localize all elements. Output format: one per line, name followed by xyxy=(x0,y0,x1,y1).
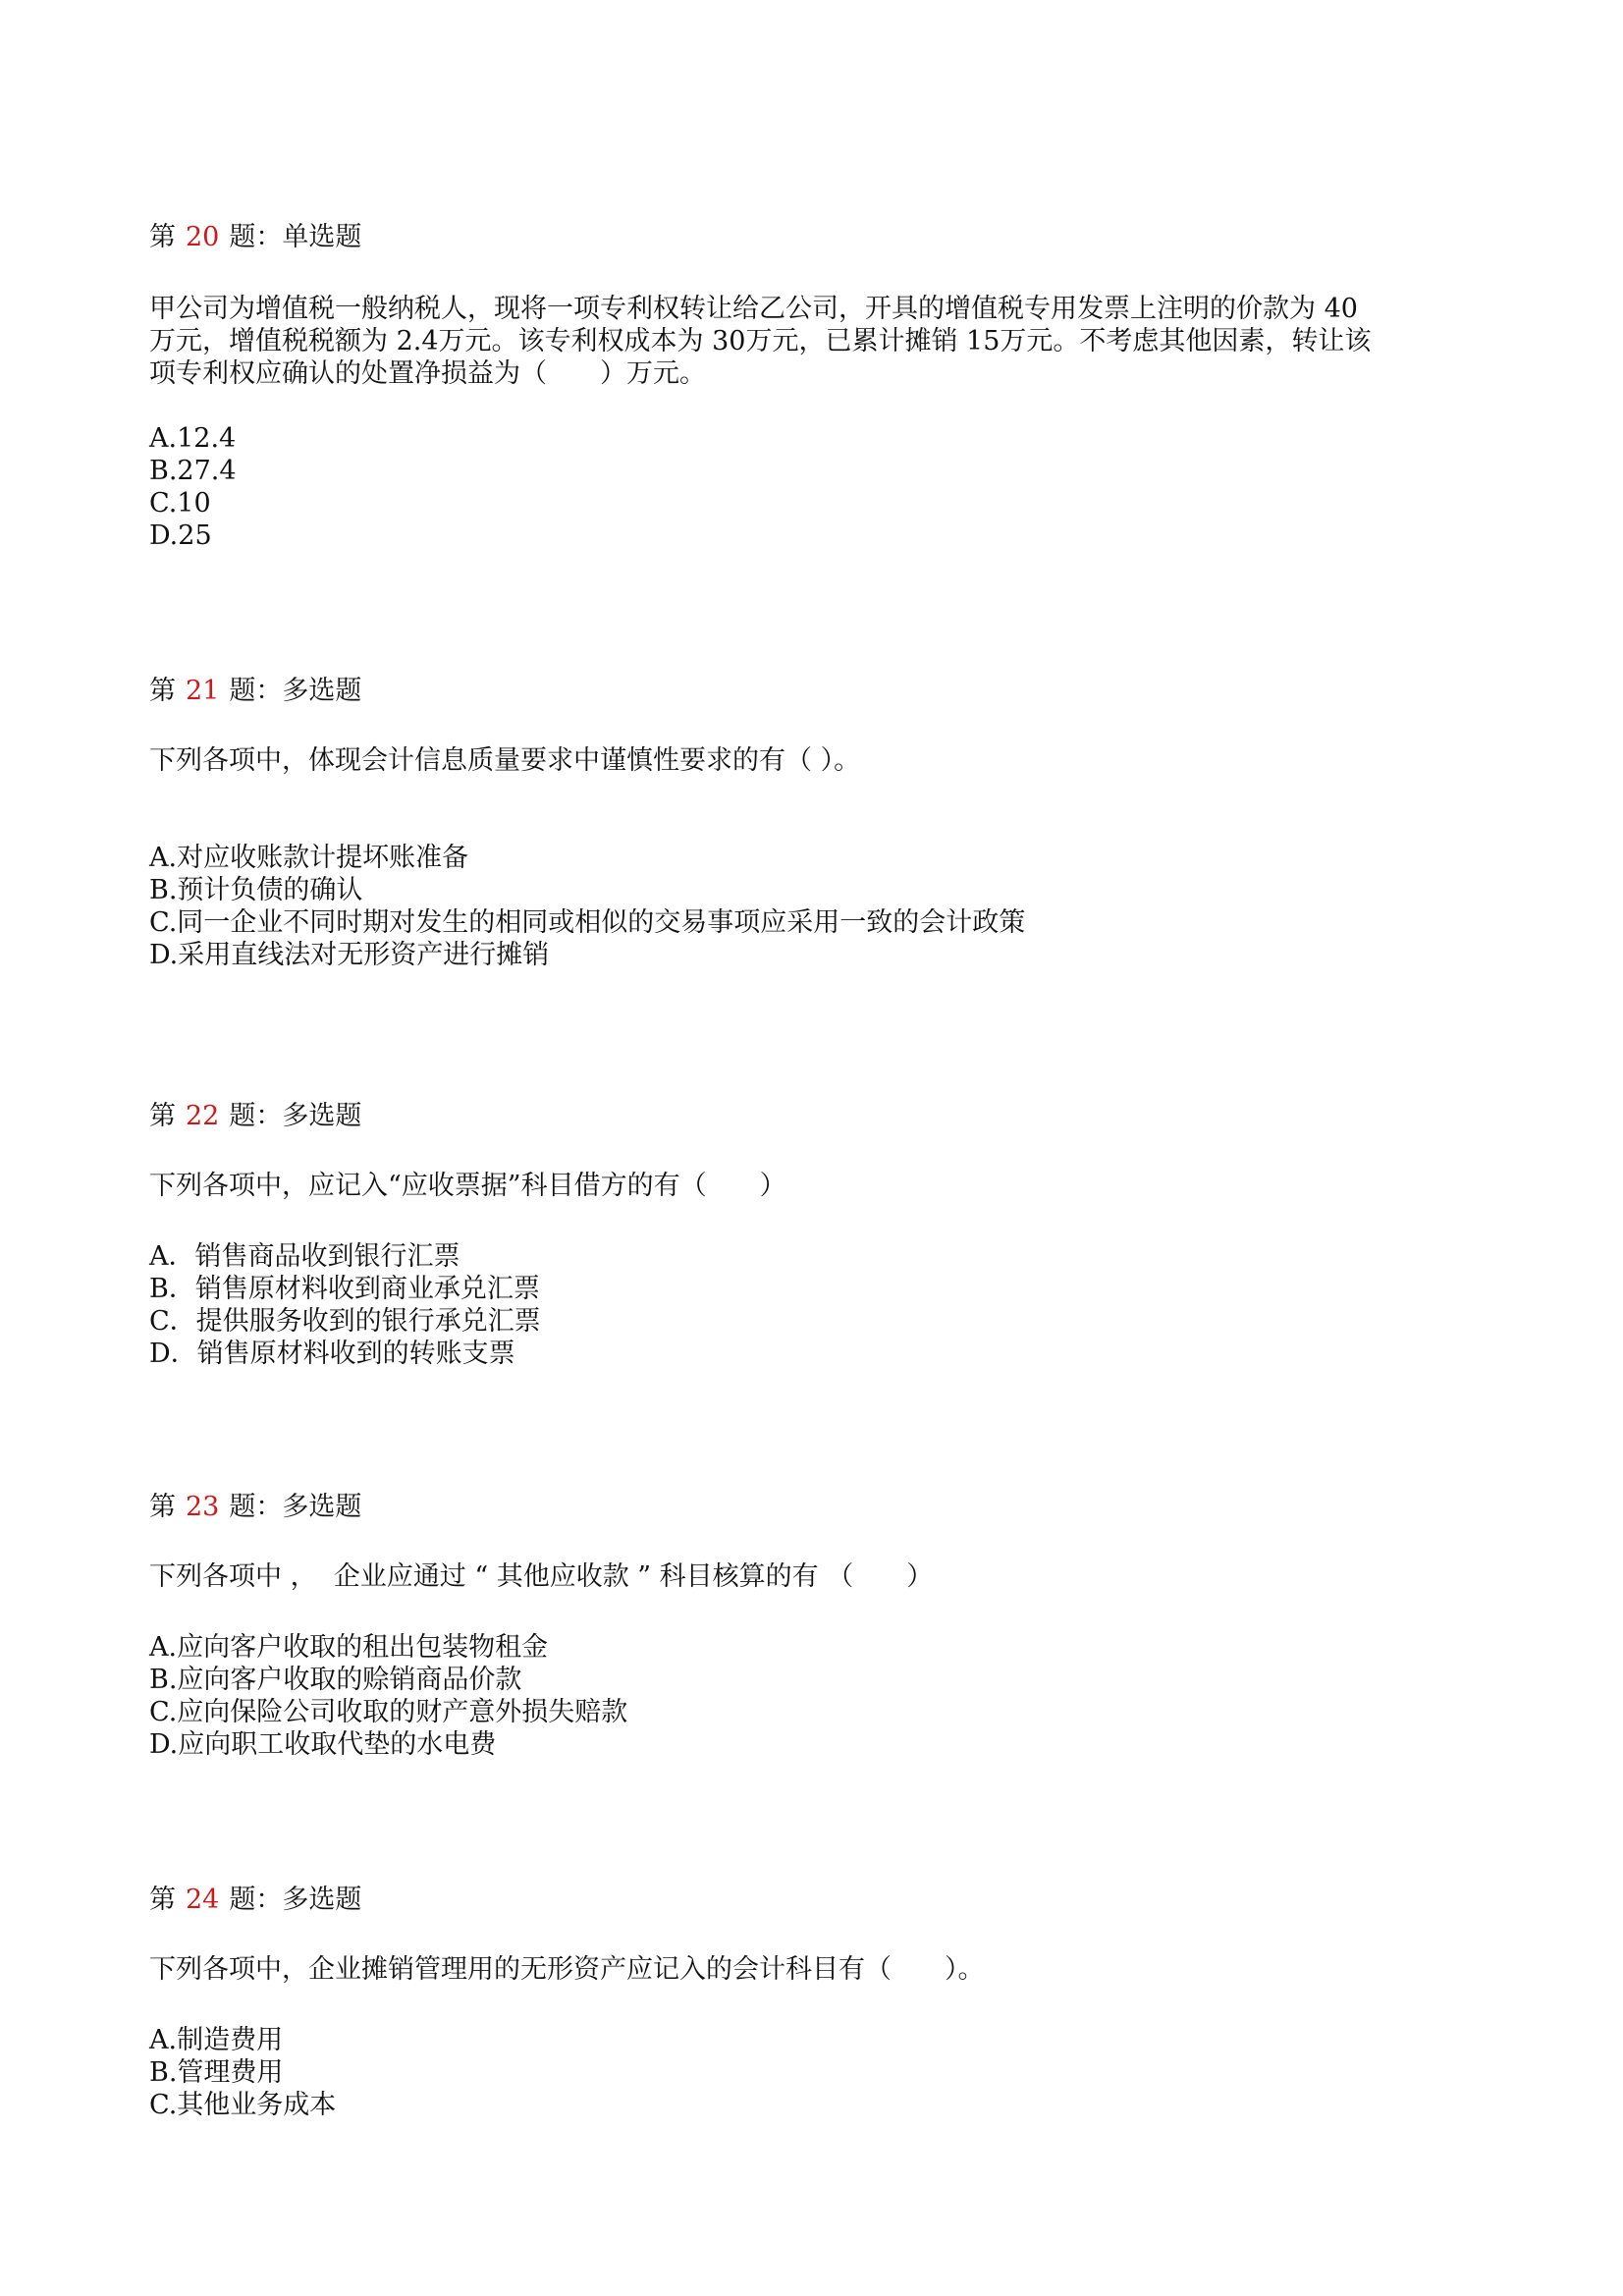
question-prefix: 第 xyxy=(149,1101,176,1131)
option-b: B.管理费用 xyxy=(149,2057,284,2088)
question-stem: 下列各项中，体现会计信息质量要求中谨慎性要求的有（ ）。 xyxy=(149,745,861,776)
option-c: C.应向保险公司收取的财产意外损失赔款 xyxy=(149,1697,628,1727)
option-list xyxy=(149,842,1475,971)
option-list xyxy=(149,2024,1475,2121)
option-c: C.同一企业不同时期对发生的相同或相似的交易事项应采用一致的会计政策 xyxy=(149,907,1026,938)
option-b: B.应向客户收取的赊销商品价款 xyxy=(149,1665,522,1695)
question-header xyxy=(149,1883,1475,1918)
option-list xyxy=(149,1240,1475,1370)
question-22 xyxy=(149,1099,1475,1370)
option-a: A.制造费用 xyxy=(149,2025,284,2055)
question-number: 21 xyxy=(186,676,220,706)
option-c: C.10 xyxy=(149,488,211,519)
question-number: 22 xyxy=(186,1101,220,1131)
option-b: B.预计负债的确认 xyxy=(149,875,363,905)
option-d: D.采用直线法对无形资产进行摊销 xyxy=(149,940,550,970)
question-24 xyxy=(149,1883,1475,2121)
option-list xyxy=(149,1631,1475,1761)
question-header xyxy=(149,674,1475,709)
question-21 xyxy=(149,674,1475,971)
question-type: 题：多选题 xyxy=(229,1101,362,1131)
question-header xyxy=(149,1490,1475,1525)
question-stem: 下列各项中，企业摊销管理用的无形资产应记入的会计科目有（ ）。 xyxy=(149,1954,985,1985)
option-d: D.应向职工收取代垫的水电费 xyxy=(149,1729,497,1760)
option-a: A.12.4 xyxy=(149,423,237,454)
option-a: A.对应收账款计提坏账准备 xyxy=(149,843,469,873)
option-b: B．销售原材料收到商业承兑汇票 xyxy=(149,1274,540,1304)
option-c: C．提供服务收到的银行承兑汇票 xyxy=(149,1306,541,1337)
question-type: 题：多选题 xyxy=(229,1492,362,1522)
question-type: 题：多选题 xyxy=(229,1885,362,1915)
question-header xyxy=(149,1099,1475,1134)
question-number: 23 xyxy=(186,1492,220,1522)
option-a: A.应向客户收取的租出包装物租金 xyxy=(149,1632,549,1663)
option-d: D．销售原材料收到的转账支票 xyxy=(149,1339,515,1369)
question-type: 题：单选题 xyxy=(229,222,362,252)
question-stem: 下列各项中 ， 企业应通过 “ 其他应收款 ” 科目核算的有 （ ） xyxy=(149,1561,934,1592)
question-prefix: 第 xyxy=(149,1885,176,1915)
question-prefix: 第 xyxy=(149,222,176,252)
question-23 xyxy=(149,1490,1475,1761)
option-c: C.其他业务成本 xyxy=(149,2090,337,2120)
question-prefix: 第 xyxy=(149,676,176,706)
question-number: 20 xyxy=(186,222,220,252)
option-d: D.25 xyxy=(149,520,212,551)
option-b: B.27.4 xyxy=(149,456,237,486)
option-list xyxy=(149,422,1475,552)
question-number: 24 xyxy=(186,1885,220,1915)
question-prefix: 第 xyxy=(149,1492,176,1522)
question-stem: 甲公司为增值税一般纳税人，现将一项专利权转让给乙公司，开具的增值税专用发票上注明的价款为 40 万元，增值税税额为 2.4万元。该专利权成本为 30万元，已累计摊销 15万元。不考虑其他因素，转让该 项专利权应确认的处置净损益为（ ）万元。 xyxy=(149,294,1372,389)
question-20 xyxy=(149,220,1475,552)
option-a: A．销售商品收到银行汇票 xyxy=(149,1241,460,1272)
question-type: 题：多选题 xyxy=(229,676,362,706)
question-header xyxy=(149,220,1475,255)
question-stem: 下列各项中，应记入“应收票据”科目借方的有（ ） xyxy=(149,1171,786,1201)
